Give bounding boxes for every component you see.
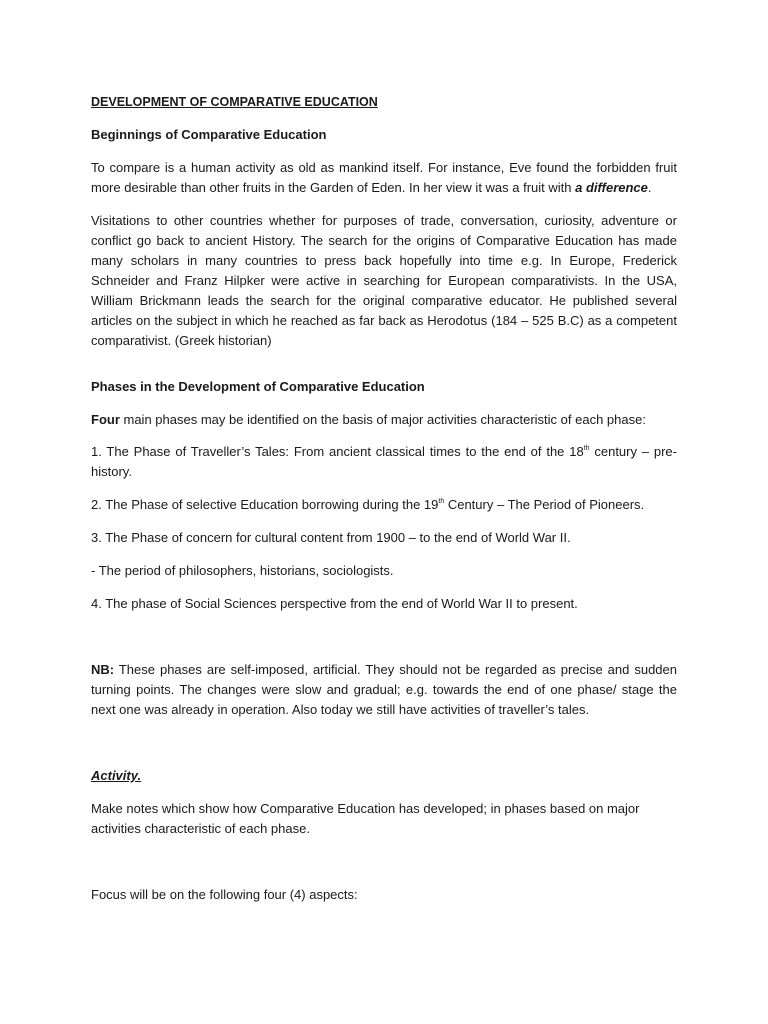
paragraph-human-activity <box>91 158 677 198</box>
phase-1-end: century – pre-history. <box>91 444 677 479</box>
section-heading-beginnings: Beginnings of Comparative Education <box>91 127 327 142</box>
phase-2-end: Century – The Period of Pioneers. <box>444 497 645 512</box>
focus-text: Focus will be on the following four (4) aspects: <box>91 887 358 902</box>
paragraph-text: To compare is a human activity as old as mankind itself. For instance, Eve found the forbidden fruit more desirable than other fruits in the Garden of Eden. In her view it was a fruit with <box>91 160 677 195</box>
phase-1 <box>91 442 677 482</box>
emphasis-text: a difference <box>575 180 648 195</box>
phase-3-note: - The period of philosophers, historians, sociologists. <box>91 563 394 578</box>
phase-4: 4. The phase of Social Sciences perspective from the end of World War II to present. <box>91 596 578 611</box>
phase-1-text: 1. The Phase of Traveller’s Tales: From ancient classical times to the end of the 18 <box>91 444 584 459</box>
phase-3: 3. The Phase of concern for cultural content from 1900 – to the end of World War II. <box>91 530 571 545</box>
section-heading-phases: Phases in the Development of Comparative Education <box>91 379 425 394</box>
phases-intro-rest: main phases may be identified on the basis of major activities characteristic of each phase: <box>119 412 646 427</box>
activity-text: Make notes which show how Comparative Education has developed; in phases based on major activities characteristic of each phase. <box>91 801 640 836</box>
nb-paragraph <box>91 660 677 720</box>
activity-heading: Activity. <box>91 768 142 783</box>
phase-2-text: 2. The Phase of selective Education borrowing during the 19 <box>91 497 439 512</box>
phase-2-sup: th <box>438 497 445 505</box>
nb-text: These phases are self-imposed, artificial. They should not be regarded as precise and sudden turning points. The changes were slow and gradual; e.g. towards the end of one phase/ stage the next one was already in operation. Also today we still have activities of traveller’s tales. <box>91 662 677 717</box>
nb-label: NB: <box>91 662 115 677</box>
phases-intro-bold: Four <box>91 412 120 427</box>
phase-2 <box>91 495 677 515</box>
paragraph-visitations: Visitations to other countries whether for purposes of trade, conversation, curiosity, adventure or conflict go back to ancient History. The search for the origins of Comparative Education has made many scholars in many countries to press back hopefully into time e.g. In Europe, Frederick Schneider and Franz Hilpker were active in searching for European comparativists. In the USA, William Brickmann leads the search for the original comparative educator. He published several articles on the subject in which he reached as far back as Herodotus (184 – 525 B.C) as a competent comparativist. (Greek historian) <box>91 213 677 348</box>
phase-1-sup: th <box>583 444 590 452</box>
paragraph-end: . <box>647 180 652 195</box>
phases-intro <box>91 410 677 430</box>
document-title: DEVELOPMENT OF COMPARATIVE EDUCATION <box>91 95 378 109</box>
